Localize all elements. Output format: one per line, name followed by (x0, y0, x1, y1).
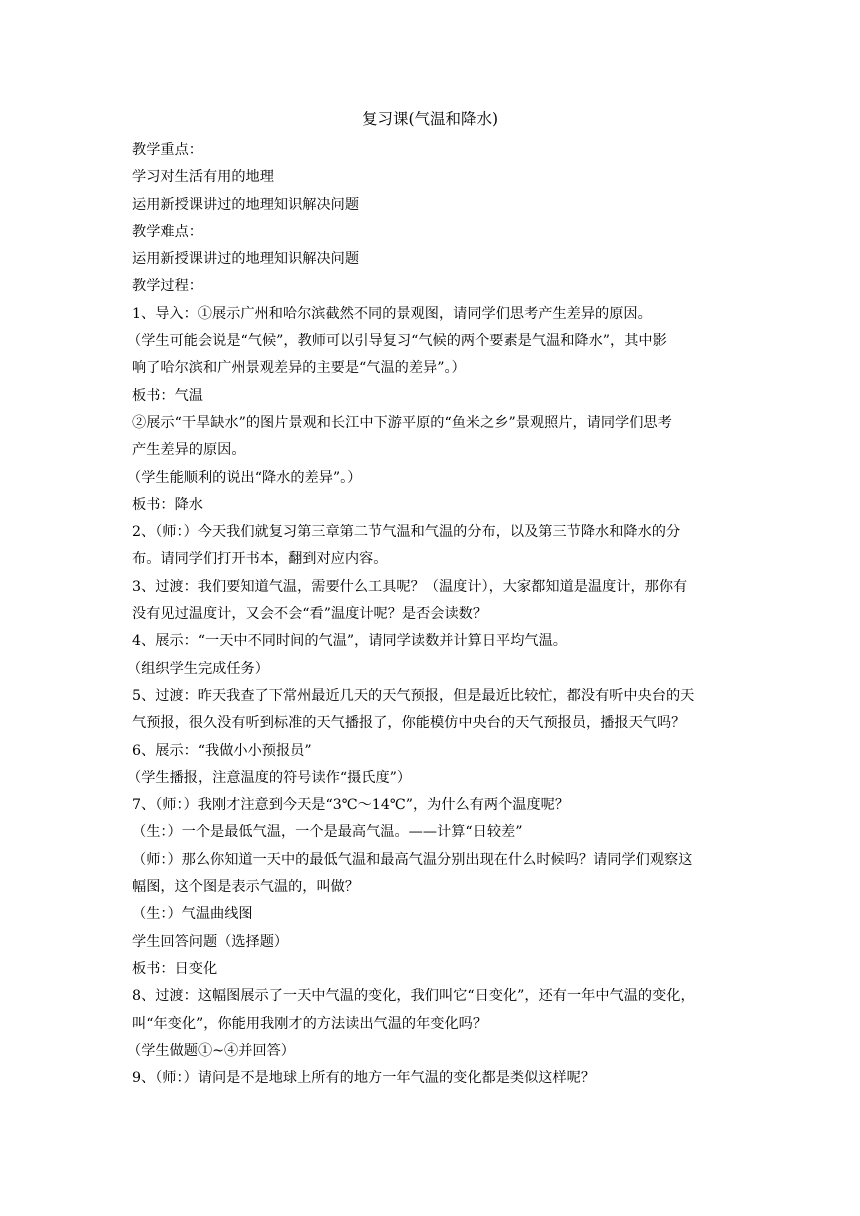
paragraph-line: 产生差异的原因。 (132, 442, 246, 459)
paragraph-line: （学生做题①~④并回答） (127, 1042, 295, 1059)
paragraph-line: 2、（师：）今天我们就复习第三章第二节气温和气温的分布，以及第三节降水和降水的分 (132, 524, 681, 541)
paragraph-line: 布。请同学们打开书本，翻到对应内容。 (132, 551, 388, 568)
paragraph-line: （学生播报，注意温度的符号读作“摄氏度”） (127, 769, 412, 786)
paragraph-line: （生：）一个是最低气温，一个是最高气温。——计算“日较差” (132, 824, 523, 841)
paragraph-line: 3、过渡：我们要知道气温，需要什么工具呢？（温度计），大家都知道是温度计，那你有 (132, 578, 688, 595)
paragraph-line: 5、过渡：昨天我查了下常州最近几天的天气预报，但是最近比较忙，都没有听中央台的天 (132, 687, 695, 704)
paragraph-line: 学习对生活有用的地理 (132, 169, 274, 186)
paragraph-line: 1、导入：①展示广州和哈尔滨截然不同的景观图，请同学们思考产生差异的原因。 (132, 305, 652, 322)
paragraph-line: 9、（师：）请问是不是地球上所有的地方一年气温的变化都是类似这样呢？ (132, 1070, 596, 1087)
paragraph-line: 4、展示：“一天中不同时间的气温”，请同学读数并计算日平均气温。 (132, 633, 567, 650)
paragraph-line: （学生可能会说是“气候”，教师可以引导复习“气候的两个要素是气温和降水”，其中影 (127, 333, 667, 350)
paragraph-line: 没有见过温度计，又会不会“看”温度计呢？是否会读数？ (132, 606, 488, 623)
paragraph-line: 运用新授课讲过的地理知识解决问题 (132, 196, 360, 213)
paragraph-line: （师：）那么你知道一天中的最低气温和最高气温分别出现在什么时候吗？请同学们观察这 (132, 851, 693, 868)
paragraph-line: 6、展示：“我做小小预报员” (132, 742, 312, 759)
paragraph-line: 学生回答问题（选择题） (132, 933, 289, 950)
section-heading-difficulties: 教学难点： (132, 223, 203, 240)
paragraph-line: 响了哈尔滨和广州景观差异的主要是“气温的差异”。） (132, 360, 466, 377)
board-note: 板书：气温 (132, 387, 203, 404)
section-heading-key-points: 教学重点： (132, 142, 203, 158)
document-body (127, 137, 730, 1092)
paragraph-line: ②展示“干旱缺水”的图片景观和长江中下游平原的“鱼米之乡”景观照片，请同学们思考 (132, 414, 672, 431)
document-title: 复习课(气温和降水) (361, 110, 499, 128)
paragraph-line: 8、过渡：这幅图展示了一天中气温的变化，我们叫它“日变化”，还有一年中气温的变化， (132, 988, 695, 1005)
paragraph-line: 幅图，这个图是表示气温的，叫做？ (132, 879, 360, 896)
section-heading-process: 教学过程： (132, 278, 203, 295)
board-note: 板书：日变化 (132, 960, 218, 977)
board-note: 板书：降水 (132, 496, 203, 513)
paragraph-line: （组织学生完成任务） (127, 660, 269, 677)
paragraph-line: （生：）气温曲线图 (132, 906, 253, 923)
paragraph-line: （学生能顺利的说出“降水的差异”。） (127, 469, 362, 486)
paragraph-line: 气预报，很久没有听到标准的天气播报了，你能模仿中央台的天气预报员，播报天气吗？ (132, 715, 686, 732)
paragraph-line: 叫“年变化”，你能用我刚才的方法读出气温的年变化吗？ (132, 1015, 488, 1032)
paragraph-line: 运用新授课讲过的地理知识解决问题 (132, 251, 360, 268)
paragraph-line: 7、（师：）我刚才注意到今天是“3℃～14℃”，为什么有两个温度呢？ (132, 797, 570, 814)
